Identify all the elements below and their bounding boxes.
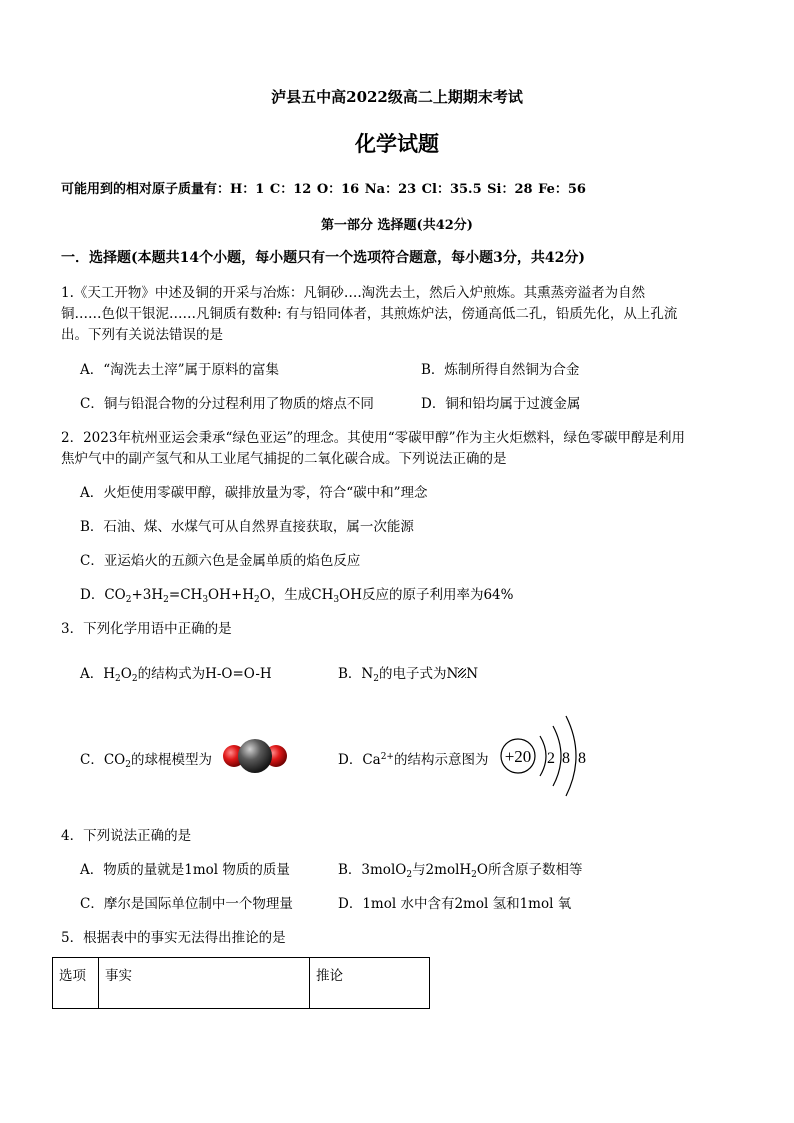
q1-option-c: C．铜与铅混合物的分过程利用了物质的熔点不同	[80, 396, 374, 412]
q3-option-c: C．$CO_2$的球棍模型为	[80, 752, 212, 770]
shell-count-3: 8	[578, 750, 586, 767]
exam-title: 泸县五中高2022级高二上期期末考试	[271, 88, 523, 106]
q2-option-c: C．亚运焰火的五颜六色是金属单质的焰色反应	[80, 553, 361, 569]
shell-count-1: 2	[547, 750, 555, 767]
q2-line1: 2．2023年杭州亚运会秉承“绿色亚运”的理念。其使用“零碳甲醇”作为主火炬燃料，绿色零碳甲醇是利用	[61, 430, 686, 446]
table-row	[53, 958, 430, 1009]
q2-option-a: A．火炬使用零碳甲醇，碳排放量为零，符合“碳中和”理念	[80, 485, 428, 501]
atomic-masses: 可能用到的相对原子质量有：H：1 C：12 O：16 Na：23 Cl：35.5 Si：28 Fe：56	[61, 182, 586, 197]
q4-option-d: D．1mol 水中含有2mol 氢和1mol 氧	[338, 896, 572, 912]
shell-count-2: 8	[562, 750, 570, 767]
q4-option-c: C．摩尔是国际单位制中一个物理量	[80, 896, 293, 912]
q2-option-d: D．$CO_2+3H_2=CH_3OH+H_2O$，生成$CH_3OH$反应的原子利用率为64%	[80, 587, 514, 605]
table-header-option: 选项	[53, 958, 99, 1009]
q2-line2: 焦炉气中的副产氢气和从工业尾气捕捉的二氧化碳合成。下列说法正确的是	[61, 451, 507, 467]
q1-line2: 铜……色似干银泥……凡铜质有数种: 有与铅同体者，其煎炼炉法，傍通高低二孔，铅质先化，从上孔流	[61, 306, 678, 322]
q3-option-a: A．$H_2O_2$的结构式为H-O=O-H	[80, 666, 272, 684]
q1-line1: 1.《天工开物》中述及铜的开采与冶炼：凡铜砂….淘洗去土，然后入炉煎炼。其熏蒸旁溢者为自然	[61, 285, 646, 301]
q4-stem: 4．下列说法正确的是	[61, 828, 192, 844]
q3-option-d: D．$Ca^{2+}$的结构示意图为	[338, 752, 489, 768]
q5-table	[52, 957, 430, 1009]
q1-line3: 出。下列有关说法错误的是	[61, 327, 223, 343]
q5-stem: 5．根据表中的事实无法得出推论的是	[61, 930, 286, 946]
co2-ball-stick-model-icon	[222, 734, 288, 778]
q1-option-a: A．“淘洗去土滓”属于原料的富集	[80, 362, 280, 378]
shell-arc-1	[540, 736, 546, 776]
q4-option-b: B．3molO$_2$与2molH$_2$O所含原子数相等	[338, 862, 583, 880]
q4-option-a: A．物质的量就是1mol 物质的质量	[80, 862, 290, 878]
table-header-inference: 推论	[310, 958, 430, 1009]
q2-option-b: B．石油、煤、水煤气可从自然界直接获取，属一次能源	[80, 519, 414, 535]
table-header-fact: 事实	[99, 958, 310, 1009]
q3-option-b: B．$N_2$的电子式为N N	[338, 666, 479, 684]
part1-title: 第一部分 选择题(共42分)	[321, 218, 473, 233]
q3-stem: 3．下列化学用语中正确的是	[61, 621, 232, 637]
section-title: 一．选择题(本题共14个小题，每小题只有一个选项符合题意，每小题3分，共42分)	[61, 250, 585, 266]
ca-ion-structure-diagram	[496, 710, 596, 802]
subject-title: 化学试题	[355, 131, 439, 156]
nucleus-charge: +20	[504, 747, 532, 766]
q1-option-d: D．铜和铅均属于过渡金属	[421, 396, 581, 412]
q1-option-b: B．炼制所得自然铜为合金	[421, 362, 580, 378]
